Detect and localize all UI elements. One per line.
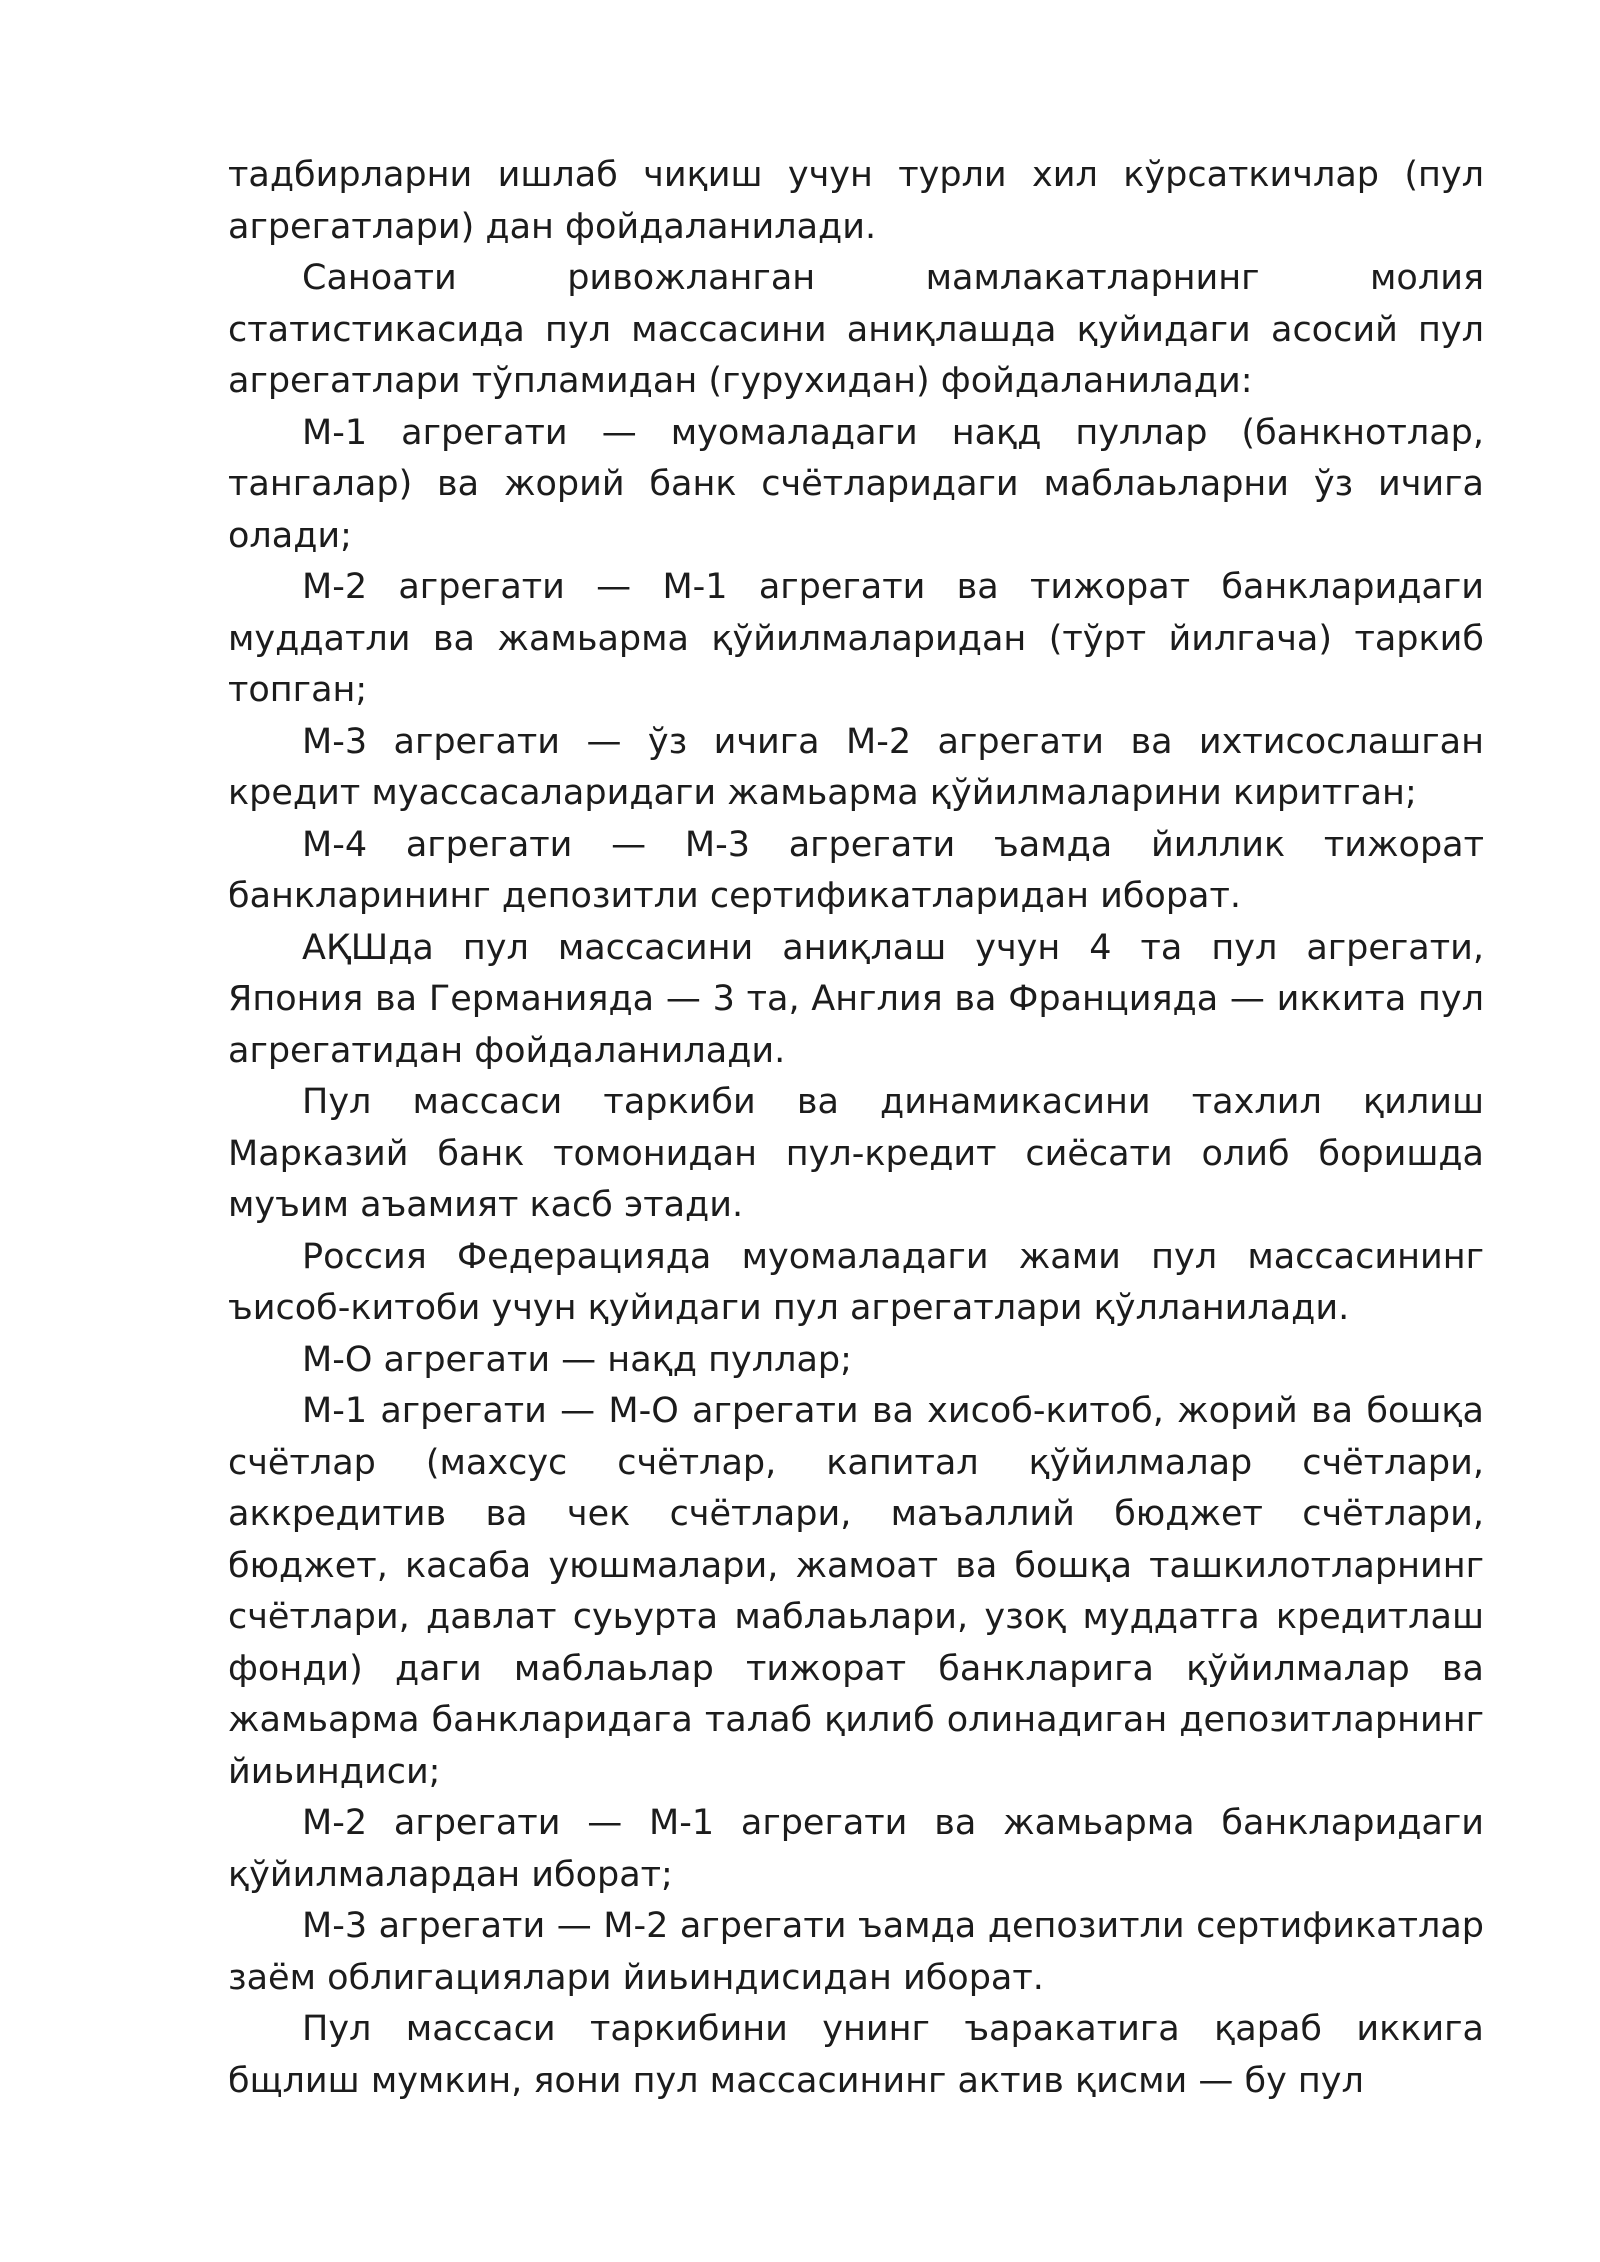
paragraph-m4-aggregate: М-4 агрегати — М-3 агрегати ъамда йиллик тижорат банкларининг депозитли сертификатларидан иборат.: [228, 824, 1484, 916]
paragraph-ru-m3-aggregate: М-3 агрегати — М-2 агрегати ъамда депозитли сертификатлар заём облигациялари йиьиндисидан иборат.: [228, 1906, 1484, 1998]
paragraph-m3-aggregate: М-3 агрегати — ўз ичига М-2 агрегати ва ихтисослашган кредит муассасаларидаги жамьарма қўйилмаларини киритган;: [228, 721, 1484, 813]
document-page: [228, 150, 1484, 2107]
paragraph-ru-m2-aggregate: М-2 агрегати — М-1 агрегати ва жамьарма банкларидаги қўйилмалардан иборат;: [228, 1803, 1484, 1895]
paragraph-ru-m1-aggregate: М-1 агрегати — М-О агрегати ва хисоб-китоб, жорий ва бошқа счётлар (махсус счётлар, капитал қўйилмалар счётлари, аккредитив ва чек счётлари, маъаллий бюджет счётлари, бюджет, касаба уюшмалари, жамоат ва бошқа ташкилотларнинг счётлари, давлат суьурта маблаьлари, узоқ муддатга кредитлаш фонди) даги маблаьлар тижорат банкларига қўйилмалар ва жамьарма банкларидага талаб қилиб олинадиган депозитларнинг йиьиндиси;: [228, 1391, 1484, 1792]
paragraph-m2-aggregate: М-2 агрегати — М-1 агрегати ва тижорат банкларидаги муддатли ва жамьарма қўйилмаларидан (тўрт йилгача) таркиб топган;: [228, 567, 1484, 710]
paragraph-ru-m0-aggregate: М-О агрегати — нақд пуллар;: [302, 1339, 852, 1380]
paragraph-countries-aggregates: АҚШда пул массасини аниқлаш учун 4 та пул агрегати, Япония ва Германияда — 3 та, Англия ва Францияда — иккита пул агрегатидан фойдаланилади.: [228, 927, 1484, 1071]
paragraph-money-aggregates-intro: Саноати ривожланган мамлакатларнинг молия статистикасида пул массасини аниқлашда қуйидаги асосий пул агрегатлари тўпламидан (гурухидан) фойдаланилади:: [228, 258, 1484, 401]
paragraph-m1-aggregate: М-1 агрегати — муомаладаги нақд пуллар (банкнотлар, тангалар) ва жорий банк счётларидаги маблаьларни ўз ичига олади;: [228, 412, 1484, 556]
paragraph-money-supply-structure: Пул массаси таркибини унинг ъаракатига қараб иккига бщлиш мумкин, яони пул массасининг актив қисми — бу пул: [228, 2009, 1484, 2101]
paragraph-money-supply-analysis: Пул массаси таркиби ва динамикасини тахлил қилиш Марказий банк томонидан пул-кредит сиёсати олиб боришда муъим аъамият касб этади.: [228, 1082, 1484, 1225]
paragraph-continuation: тадбирларни ишлаб чиқиш учун турли хил кўрсаткичлар (пул агрегатлари) дан фойдаланилади.: [228, 155, 1484, 247]
paragraph-russia-aggregates: Россия Федерацияда муомаладаги жами пул массасининг ъисоб-китоби учун қуйидаги пул агрегатлари қўлланилади.: [228, 1236, 1484, 1328]
